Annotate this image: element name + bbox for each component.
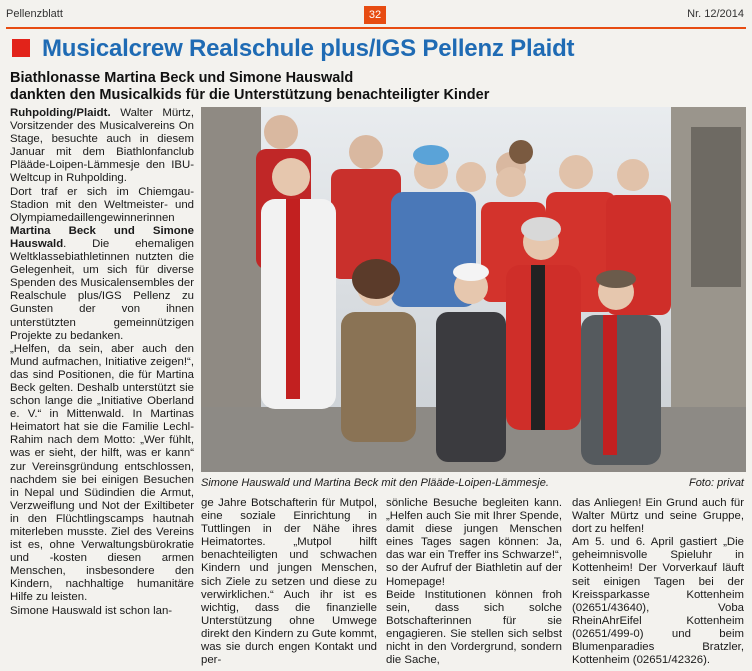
paragraph-1-text: Walter Mürtz, Vorsitzender des Musicalvereins On Stage, besuchte auch in diesem Januar mit dem Biathlonfanclub Plääde-Loipen-Lämmesje den IBU-Weltcup in Ruhpolding.: [10, 107, 195, 185]
paragraph-4: Simone Hauswald ist schon lan-: [10, 604, 173, 617]
article-headline: [10, 35, 745, 61]
subheadline-line-2: dankten den Musicalkids für die Unterstützung benachteiligter Kinder: [10, 87, 490, 103]
column-3-paragraph-1: sönliche Besuche begleiten kann. „Helfen auch Sie mit Ihrer Spende, damit diese jungen Menschen eines Tages sagen können: Ja, das war ein Treffer ins Schwarze!“, so der Aufruf der Biathletin auf der Homepage!: [386, 497, 562, 588]
subheadline-line-1: Biathlonasse Martina Beck und Simone Hauswald: [10, 70, 354, 86]
paragraph-2-text-a: Dort traf er sich im Chiemgau-Stadion mit den Weltmeister- und Olympiamedaillengewinnerinnen: [10, 185, 194, 224]
page-header: [0, 0, 752, 30]
page-number: 32: [364, 6, 386, 24]
paragraph-2: [10, 186, 194, 343]
column-4-paragraph-2: Am 5. und 6. April gastiert „Die geheimnisvolle Spieluhr in Kottenheim! Der Vorverkauf läuft seit einigen Tagen bei der Kreissparkasse Kottenheim (02651/43640), Voba RheinAhrEifel Kottenheim (02651/499-0) und beim Blumenparadies Bratzler, Kottenheim (02651/42326).: [572, 536, 744, 667]
text-column-2: [201, 497, 377, 667]
text-column-3: [386, 497, 562, 667]
paragraph-2-text-c: . Die ehemaligen Weltklassebiathletinnen nutzten die Gelegenheit, um sich für diverse Spenden des Musicalensembles der Realschule plus/IGS Pellenz zu Gunsten der von ihnen unterstützten gemeinnützigen Projekte zu bedanken.: [10, 237, 194, 342]
headline-square-icon: [12, 39, 30, 57]
paragraph-1: [10, 107, 194, 186]
photo-credit: Foto: privat: [688, 477, 744, 489]
column-2-text: ge Jahre Botschafterin für Mutpol, eine soziale Einrichtung in Tuttlingen in der Nähe ihres Heimatortes. „Mutpol hilft benachteiligten und schwachen Kindern und jungen Menschen, sich Ziele zu setzen und diese zu verwirklichen.“ Auch ihr ist es wichtig, dass die finanzielle Unterstützung ohne Umwege direkt den Kindern zu Gute kommt, was sie durch engen Kontakt und per-: [201, 497, 378, 667]
column-4-paragraph-1: das Anliegen! Ein Grund auch für Walter Mürtz und seine Gruppe, dort zu helfen!: [572, 497, 744, 536]
group-photo-illustration: [201, 107, 746, 472]
paragraph-3: „Helfen, da sein, aber auch den Mund aufmachen, Initiative zeigen!“, das sind Positionen, die für Martina Beck gelten. Deshalb unterstützt sie schon lange die „Initiative Oberland e. V.“ in Mittenwald. In Martinas Heimatort hat sie die Familie Lechl-Rahim nach dem Motto: „Wer fühlt, was er sieht, der hilft, was er kann“ zur Vereinsgründung entschlossen, nachdem sie bei einigen Besuchen in Nepal und Südindien die Armut, Verzweiflung und Not der Exiltibeter in den Flüchtlingscamps hautnah miterleben musste. Ziel des Vereins ist es, ohne Verwaltungsbürokratie und -kosten diesen armen Menschen, insbesondere den Kindern, nachhaltige humanitäre Hilfe zu leisten.: [10, 342, 194, 604]
headline-text: Musicalcrew Realschule plus/IGS Pellenz Plaidt: [42, 35, 575, 62]
athlete-names: Martina Beck und Simone Hauswald: [10, 224, 194, 250]
photo-caption: [201, 477, 746, 489]
publication-name: Pellenzblatt: [6, 8, 63, 20]
subheadline: [10, 70, 745, 104]
text-column-1: [10, 107, 194, 618]
caption-text: Simone Hauswald und Martina Beck mit den Plääde-Loipen-Lämmesje.: [201, 477, 549, 489]
header-rule: [6, 27, 746, 29]
column-3-paragraph-2: Beide Institutionen können froh sein, dass sich solche Botschafterinnen für sie engagieren. Sie stellen sich selbst nicht in den Vordergrund, sondern die Sache,: [386, 588, 562, 667]
group-photo: [201, 107, 746, 472]
dateline: Ruhpolding/Plaidt.: [10, 107, 111, 119]
text-column-4: [572, 497, 744, 667]
issue-number: Nr. 12/2014: [687, 8, 744, 20]
